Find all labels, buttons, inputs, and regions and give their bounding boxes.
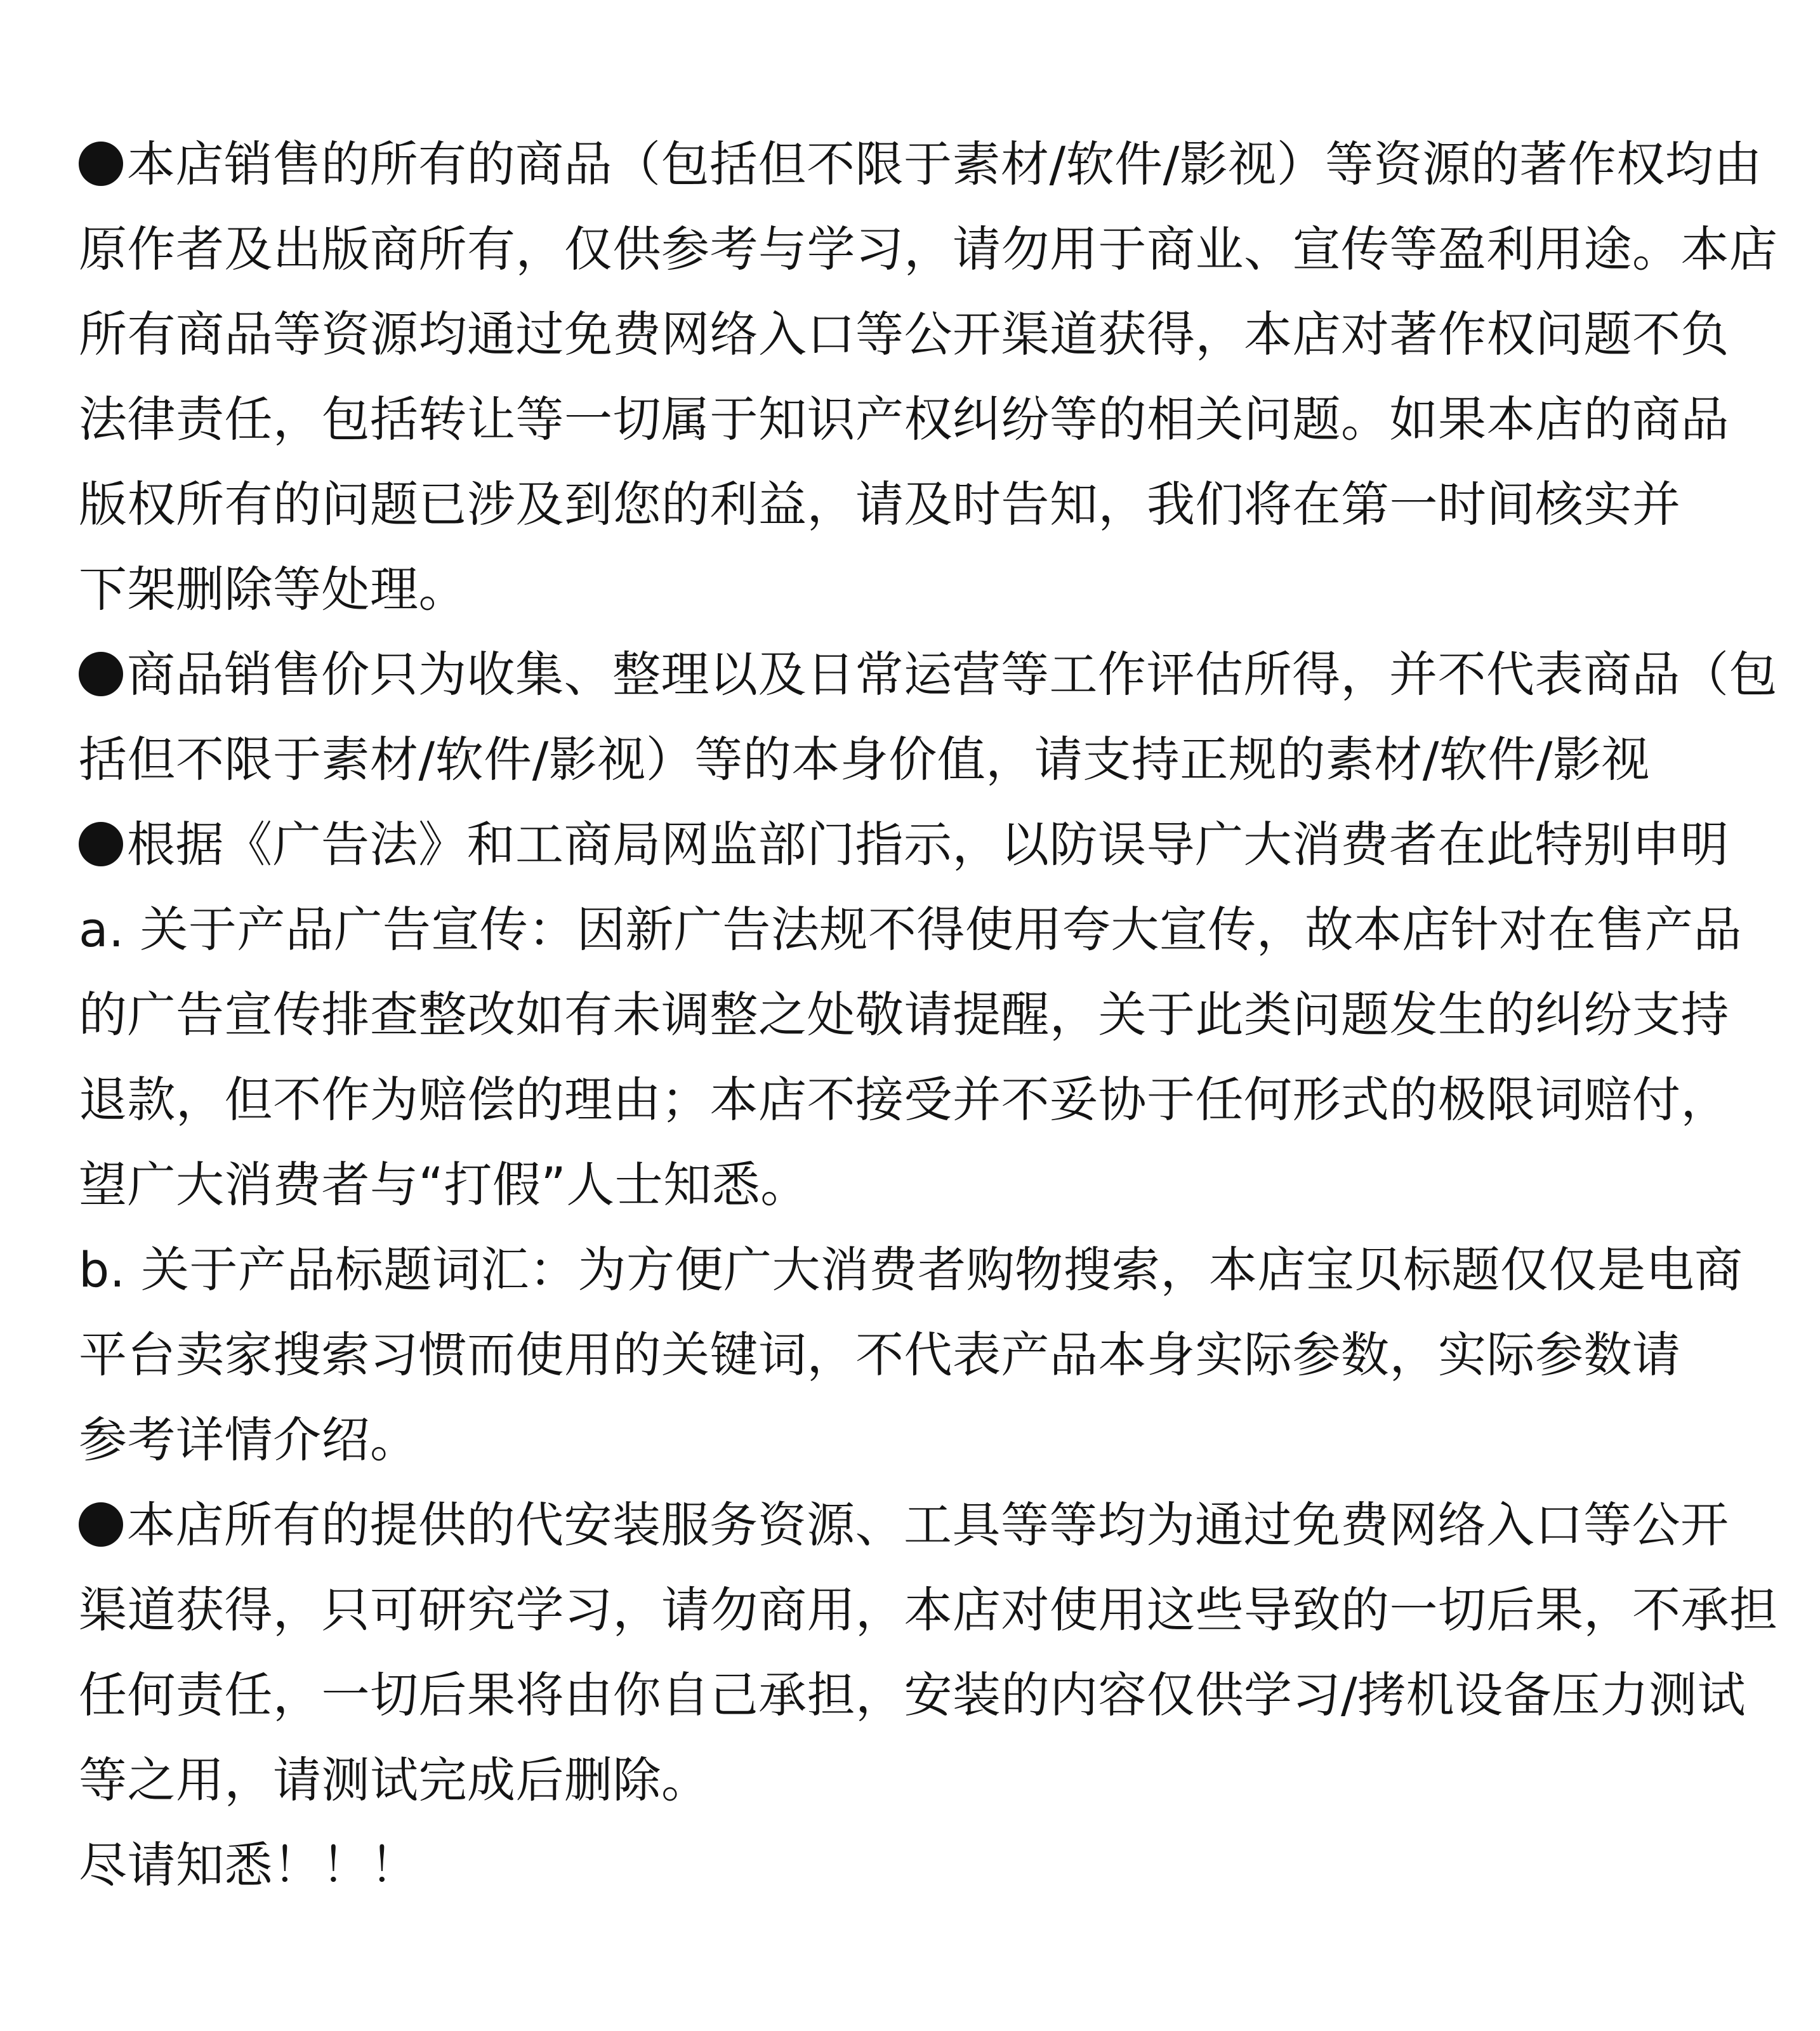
notice-line: 的广告宣传排查整改如有未调整之处敬请提醒，关于此类问题发生的纠纷支持 [79,986,1729,1043]
notice-line: 版权所有的问题已涉及到您的利益，请及时告知，我们将在第一时间核实并 [79,476,1681,533]
notice-line: 下架删除等处理。 [79,561,467,618]
notice-line: a. 关于产品广告宣传：因新广告法规不得使用夸大宣传，故本店针对在售产品 [79,901,1742,958]
notice-line: 法律责任，包括转让等一切属于知识产权纠纷等的相关问题。如果本店的商品 [79,391,1729,447]
notice-line: 渠道获得，只可研究学习，请勿商用，本店对使用这些导致的一切后果，不承担 [79,1582,1778,1638]
notice-section-a-advertising [79,887,1805,1227]
closing-line: 尽请知悉！！！ [79,1837,419,1893]
notice-line: 平台卖家搜索习惯而使用的关键词，不代表产品本身实际参数，实际参数请 [79,1326,1681,1383]
notice-section-b-titles [79,1227,1805,1483]
notice-section-installation [79,1483,1805,1823]
notice-section-ad-law [79,802,1805,887]
notice-line: 退款，但不作为赔偿的理由；本店不接受并不妥协于任何形式的极限词赔付， [79,1071,1729,1128]
bullet-icon [79,652,123,696]
bullet-icon [79,1502,123,1547]
notice-line: 商品销售价只为收集、整理以及日常运营等工作评估所得，并不代表商品（包 [79,632,1805,717]
notice-closing [79,1823,1805,1908]
notice-line: 参考详情介绍。 [79,1412,419,1468]
notice-section-copyright [79,122,1805,632]
notice-line: 望广大消费者与“打假”人士知悉。 [79,1156,809,1213]
notice-line: 括但不限于素材/软件/影视）等的本身价值，请支持正规的素材/软件/影视 [79,731,1650,788]
notice-line: 原作者及出版商所有，仅供参考与学习，请勿用于商业、宣传等盈利用途。本店 [79,221,1778,277]
bullet-icon [79,822,123,866]
notice-line: 根据《广告法》和工商局网监部门指示，以防误导广大消费者在此特别申明 [79,802,1805,887]
notice-text [79,122,1805,1908]
notice-line: 任何责任，一切后果将由你自己承担，安装的内容仅供学习/拷机设备压力测试 [79,1667,1746,1723]
notice-line: 等之用，请测试完成后删除。 [79,1752,710,1808]
notice-line: b. 关于产品标题词汇：为方便广大消费者购物搜索，本店宝贝标题仅仅是电商 [79,1241,1743,1298]
notice-line: 所有商品等资源均通过免费网络入口等公开渠道获得，本店对著作权问题不负 [79,306,1729,362]
notice-section-pricing [79,632,1805,802]
bullet-icon [79,142,123,186]
notice-line: 本店所有的提供的代安装服务资源、工具等等均为通过免费网络入口等公开 [79,1483,1805,1568]
notice-line: 本店销售的所有的商品（包括但不限于素材/软件/影视）等资源的著作权均由 [79,122,1805,207]
